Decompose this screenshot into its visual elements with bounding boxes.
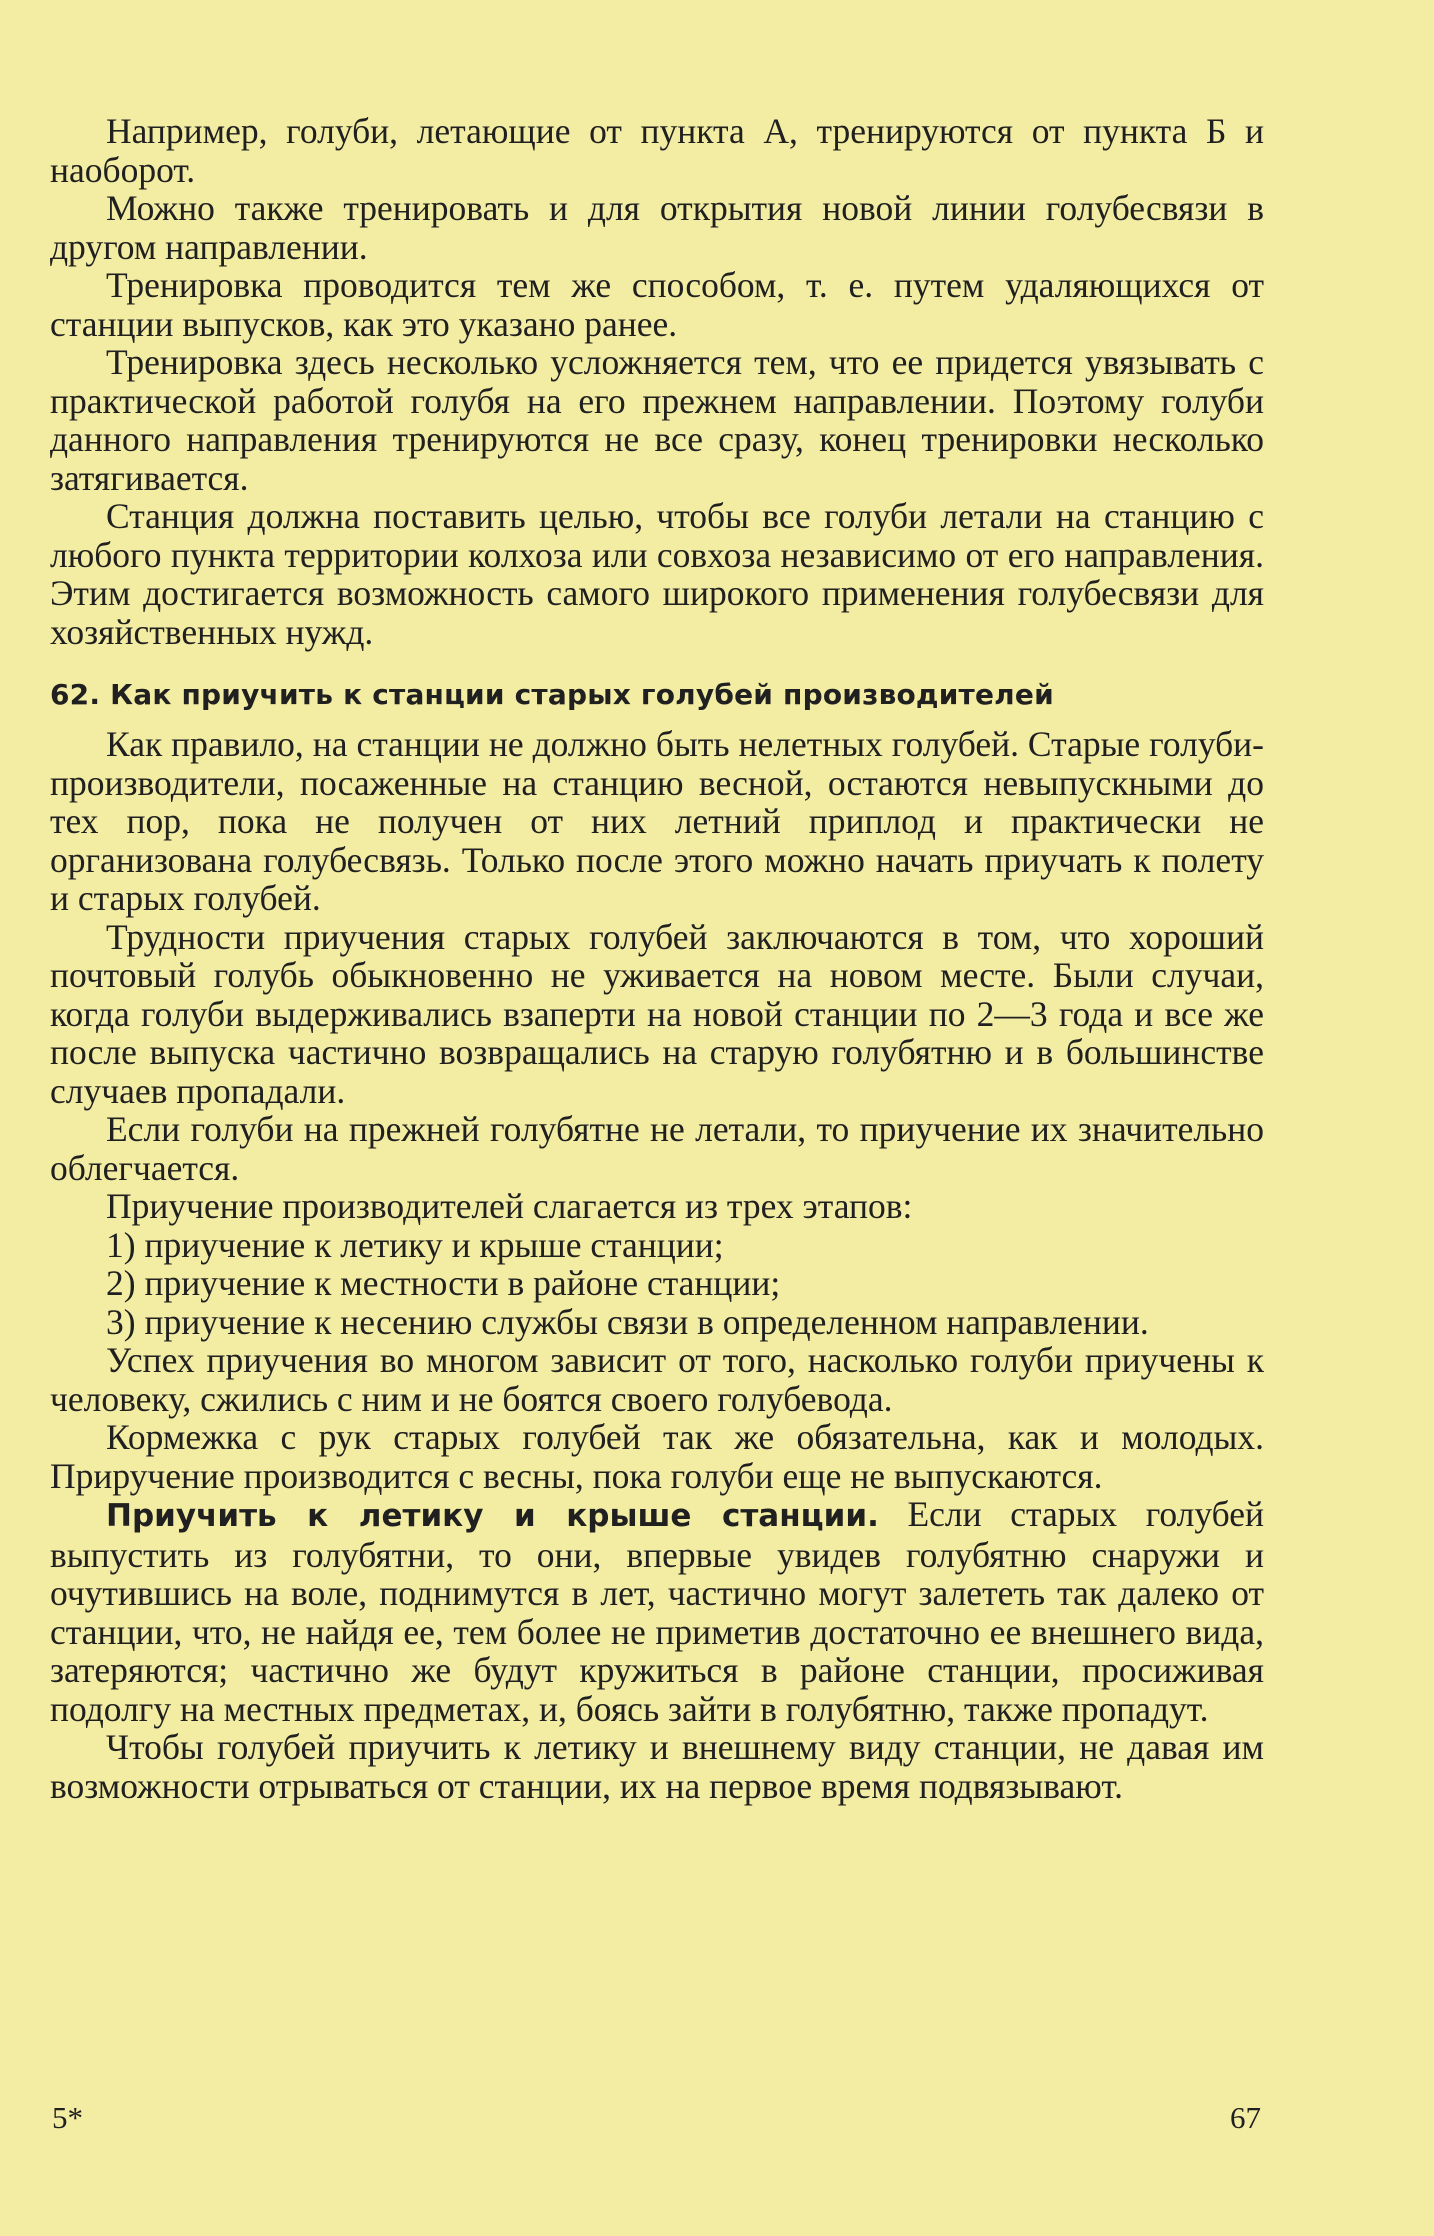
paragraph-8: Если голуби на прежней голубятне не летали, то приучение их значительно облегчается. <box>50 1109 1264 1188</box>
paragraph-7: Трудности приучения старых голубей заключаются в том, что хороший почтовый голубь обыкновенно не уживается на новом месте. Были случаи, когда голуби выдерживались взаперти на новой станции по 2—3 года и все же после выпуска частично возвращались на старую голубятню и в большинстве случаев пропадали. <box>50 916 1264 1111</box>
page-body <box>50 112 1264 1805</box>
page-number: 67 <box>1230 2100 1261 2135</box>
paragraph-6: Как правило, на станции не должно быть нелетных голубей. Старые голуби-производители, посаженные на станцию весной, остаются невыпускными до тех пор, пока не получен от них летний приплод и практически не организована голубесвязь. Только после этого можно начать приучать к полету и старых голубей. <box>50 724 1264 918</box>
paragraph-12 <box>50 1495 1264 1728</box>
paragraph-11: Кормежка с рук старых голубей так же обязательна, как и молодых. Приручение производится с весны, пока голуби еще не выпускаются. <box>50 1417 1264 1496</box>
runin-text: Если старых голубей выпустить из голубятни, то они, впервые увидев голубятню снаружи и очутившись на воле, поднимутся в лет, частично могут залететь так далеко от станции, что, не найдя ее, тем более не приметив достаточно ее внешнего вида, затеряются; частично же будут кружиться в районе станции, просиживая подолгу на местных предметах, и, боясь зайти в голубятню, также пропадут. <box>50 1494 1264 1729</box>
section-heading: 62. Как приучить к станции старых голубей производителей <box>50 678 1054 711</box>
paragraph-5: Станция должна поставить целью, чтобы все голуби летали на станцию с любого пункта территории колхоза или совхоза независимо от его направления. Этим достигается возможность самого широкого применения голубесвязи для хозяйственных нужд. <box>50 496 1264 652</box>
stage-item-1: 1) приучение к летику и крыше станции; <box>106 1224 724 1265</box>
paragraph-13: Чтобы голубей приучить к летику и внешнему виду станции, не давая им возможности отрываться от станции, их на первое время подвязывают. <box>50 1727 1264 1806</box>
paragraph-1: Например, голуби, летающие от пункта А, тренируются от пункта Б и наоборот. <box>50 111 1264 190</box>
signature-mark: 5* <box>52 2100 83 2135</box>
stage-item-3: 3) приучение к несению службы связи в определенном направлении. <box>106 1301 1149 1342</box>
stage-item-2: 2) приучение к местности в районе станции; <box>106 1263 781 1303</box>
paragraph-10: Успех приучения во многом зависит от того, насколько голуби приучены к человеку, сжились с ним и не боятся своего голубевода. <box>50 1340 1264 1419</box>
paragraph-4: Тренировка здесь несколько усложняется тем, что ее придется увязывать с практической работой голубя на его прежнем направлении. Поэтому голуби данного направления тренируются не все сразу, конец тренировки несколько затягивается. <box>50 342 1264 498</box>
runin-heading: Приучить к летику и крыше станции. <box>106 1498 879 1534</box>
paragraph-9: Приучение производителей слагается из трех этапов: <box>106 1186 913 1226</box>
paragraph-3: Тренировка проводится тем же способом, т. е. путем удаляющихся от станции выпусков, как это указано ранее. <box>50 265 1264 344</box>
paragraph-2: Можно также тренировать и для открытия новой линии голубесвязи в другом направлении. <box>50 188 1264 267</box>
